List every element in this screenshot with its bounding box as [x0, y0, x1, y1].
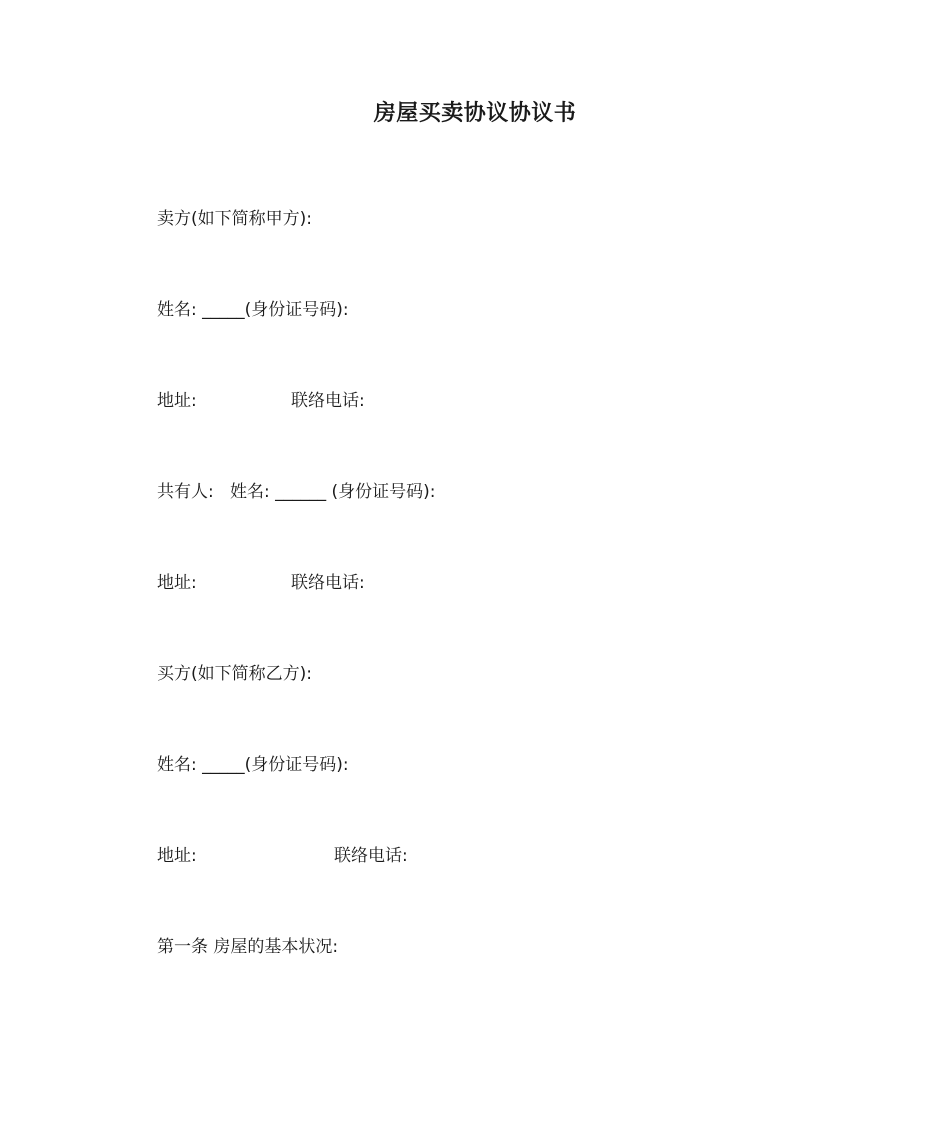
article-one-heading: 第一条 房屋的基本状况: [157, 937, 339, 957]
seller-address-line [157, 389, 557, 485]
seller-address-label: 地址: [157, 391, 197, 411]
seller-phone-label: 联络电话: [291, 391, 365, 411]
buyer-heading: 买方(如下简称乙方): [157, 664, 312, 684]
co-owner-address-line [157, 571, 557, 667]
co-owner-phone-label: 联络电话: [291, 573, 365, 593]
document-title: 房屋买卖协议协议书 [373, 101, 577, 126]
co-owner-line: 共有人: 姓名: ______ (身份证号码): [157, 482, 436, 502]
buyer-address-label: 地址: [157, 846, 197, 866]
seller-name-line: 姓名: _____(身份证号码): [157, 300, 349, 320]
seller-heading: 卖方(如下简称甲方): [157, 209, 312, 229]
buyer-phone-label: 联络电话: [334, 846, 408, 866]
buyer-name-line: 姓名: _____(身份证号码): [157, 755, 349, 775]
buyer-address-line [157, 844, 557, 940]
co-owner-address-label: 地址: [157, 573, 197, 593]
